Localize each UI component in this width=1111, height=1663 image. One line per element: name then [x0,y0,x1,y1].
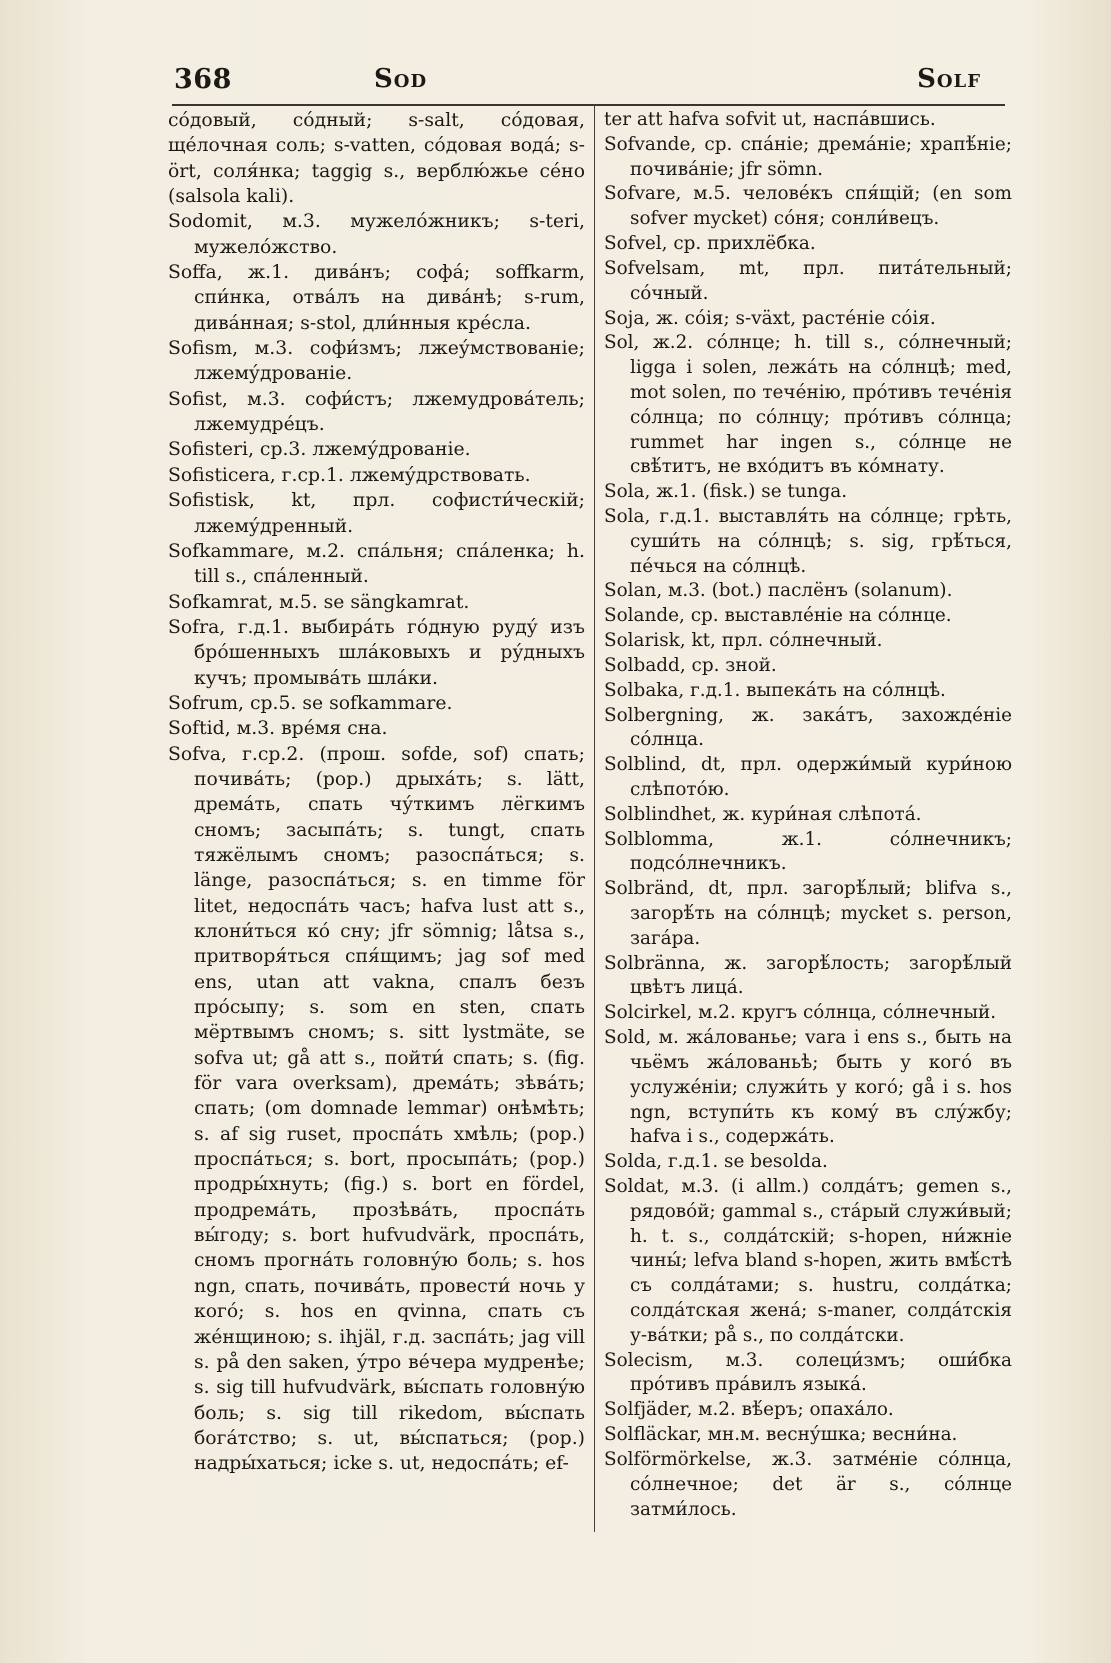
dictionary-entry: Sofkamrat, м.5. se sängkamrat. [168,591,470,613]
dictionary-entry: Solförmörkelse, ж.3. затме́ніе со́лнца, со́лнечное; det är s., со́лнце затми́лось. [604,1448,1012,1520]
dictionary-entry: Solbergning, ж. зака́тъ, захожде́ніе со́лнца. [604,704,1012,751]
dictionary-entry: Sofvelsam, mt, прл. пита́тельный; со́чный. [604,257,1012,304]
dictionary-entry: Softid, м.3. вре́мя сна. [168,718,388,740]
dictionary-entry: Solblindhet, ж. кури́ная слѣпота́. [604,803,922,825]
dictionary-entry: Soffa, ж.1. дива́нъ; софа́; soffkarm, спи́нка, отва́лъ на дива́нѣ; s-rum, дива́нная; s-stol, дли́нныя кре́сла. [168,262,585,334]
dictionary-entry: Solan, м.3. (bot.) паслёнъ (solanum). [604,580,953,602]
header-rule [172,104,1005,106]
dictionary-entry: Solbränd, dt, прл. загорѣ́лый; blifva s., загорѣ́ть на со́лнцѣ; mycket s. person, зага́ра. [604,878,1012,949]
dictionary-entry: Sodomit, м.3. мужело́жникъ; s-teri, мужело́жство. [168,211,585,258]
dictionary-entry: Soja, ж. со́ія; s-växt, расте́ніе со́ія. [604,307,936,329]
dictionary-entry: Solande, ср. выставле́ніе на со́лнце. [604,605,952,627]
left-column [168,108,585,1477]
page-number: 368 [174,64,232,95]
dictionary-entry: Sofvande, ср. спа́ніе; дрема́ніе; храпѣ́ніе; почива́ніе; jfr sömn. [604,133,1012,180]
dictionary-entry: Solfjäder, м.2. вѣ́еръ; опаха́ло. [604,1399,894,1421]
right-column [604,108,1012,1522]
dictionary-entry: Sofra, г.д.1. выбира́ть го́дную руду́ изъ бро́шенныхъ шла́ковыхъ и ру́дныхъ кучъ; промыва́ть шла́ки. [168,616,585,689]
dictionary-entry: Sola, ж.1. (fisk.) se tunga. [604,481,848,503]
dictionary-entry: Solcirkel, м.2. кругъ со́лнца, со́лнечный. [604,1002,997,1024]
dictionary-entry: Sofisteri, ср.3. лжему́дрованіе. [168,439,471,461]
page-header [168,58,1003,98]
dictionary-entry: Solblomma, ж.1. со́лнечникъ; подсо́лнечникъ. [604,828,1012,875]
dictionary-entry: Sofrum, ср.5. se sofkammare. [168,692,453,714]
dictionary-entry: Solbränna, ж. загорѣ́лость; загорѣ́лый цвѣтъ лица́. [604,952,1012,999]
dictionary-entry: Solblind, dt, прл. одержи́мый кури́ною слѣпото́ю. [604,754,1012,800]
guide-word-right: Solf [917,64,981,94]
dictionary-entry: Sola, г.д.1. выставля́ть на со́лнце; грѣть, суши́ть на со́лнцѣ; s. sig, грѣ́ться, пе́чься на со́лнцѣ. [604,506,1012,577]
dictionary-entry: Solda, г.д.1. se besolda. [604,1151,828,1173]
dictionary-entry: Solarisk, kt, прл. со́лнечный. [604,630,883,652]
dictionary-entry: Sofist, м.3. софи́стъ; лжемудрова́тель; лжемудре́цъ. [168,388,585,436]
dictionary-entry: Sofvare, м.5. челове́къ спя́щій; (en som sofver mycket) со́ня; сонли́вецъ. [604,183,1012,230]
dictionary-entry: Soldat, м.3. (i allm.) солда́тъ; gemen s., рядово́й; gammal s., ста́рый служи́вый; h. t. s., солда́тскій; s-hopen, ни́жніе чины́; lefva bland s-hopen, жить вмѣ́стѣ съ солда́тами; s. hustru, солда́тка; солда́тская жена́; s-maner, солда́тскія у-ва́тки; på s., по солда́тски. [604,1175,1012,1346]
dictionary-entry: Sold, м. жа́лованье; vara i ens s., быть на чьёмъ жа́лованьѣ; быть у кого́ въ услуже́ніи; служи́ть у кого́; gå i s. hos ngn, вступи́ть къ кому́ въ слу́жбу; hafva i s., содержа́ть. [604,1027,1012,1148]
dictionary-entry: Sofistisk, kt, прл. софисти́ческій; лжему́дренный. [168,490,585,537]
dictionary-entry: Solbaka, г.д.1. выпека́ть на со́лнцѣ. [604,679,946,701]
dictionary-entry: ter att hafva sofvit ut, наспа́вшись. [604,109,936,130]
dictionary-entry: со́довый, со́дный; s-salt, со́довая, ще́лочная соль; s-vatten, со́довая вода́; s-ört, соля́нка; taggig s., верблю́жье се́но (salsola kali). [168,110,585,208]
dictionary-entry: Sofvel, ср. прихлёбка. [604,233,816,255]
dictionary-entry: Sofism, м.3. софи́змъ; лжеу́мствованіе; лжему́дрованіе. [168,338,585,385]
dictionary-entry: Solbadd, ср. зной. [604,654,777,676]
dictionary-entry: Solecism, м.3. солеци́змъ; оши́бка про́тивъ пра́вилъ языка́. [604,1349,1012,1396]
guide-word-left: Sod [374,64,428,94]
dictionary-entry: Sofva, г.ср.2. (прош. sofde, sof) спать; почива́ть; (pop.) дрыха́ть; s. lätt, дрема́ть, спать чу́ткимъ лёгкимъ сномъ; засыпа́ть; s. tungt, спать тяжёлымъ сномъ; разоспа́ться; s. länge, разоспа́ться; s. en timme för litet, недоспа́ть часъ; hafva lust att s., клони́ться ко́ сну; jfr sömnig; låtsa s., притворя́ться спя́щимъ; jag sof med ens, utan att vakna, спалъ безъ про́сыпу; s. som en sten, спать мёртвымъ сномъ; s. sitt lystmäte, se sofva ut; gå att s., пойти́ спать; s. (fig. för vara overksam), дрема́ть; зѣва́ть; спать; (om domnade lemmar) онѣмѣть; s. af sig ruset, проспа́ть хмѣль; (pop.) проспа́ться; s. bort, просыпа́ть; (pop.) продры́хнуть; (fig.) s. bort en fördel, продрема́ть, прозѣва́ть, проспа́ть вы́году; s. bort hufvudvärk, проспа́ть, сномъ прогна́ть головну́ю боль; s. hos ngn, спать, почива́ть, провести́ ночь у кого́; s. hos en qvinna, спать съ же́нщиною; s. ihjäl, г.д. заспа́ть; jag vill s. på den saken, у́тро ве́чера мудренѣе; s. sig till hufvudvärk, вы́спать головну́ю боль; s. sig till rikedom, вы́спать бога́тство; s. ut, вы́спаться; (pop.) надры́хаться; icke s. ut, недоспа́ть; ef- [168,743,585,1475]
dictionary-entry: Sofkammare, м.2. спа́льня; спа́ленка; h. till s., спа́ленный. [168,540,585,588]
column-divider [594,104,595,1532]
dictionary-entry: Sol, ж.2. со́лнце; h. till s., со́лнечный; ligga i solen, лежа́ть на со́лнцѣ; med, mot solen, по тече́нію, про́тивъ тече́нія со́лнца; по со́лнцу; про́тивъ со́лнца; rummet har ingen s., со́лнце не свѣ́титъ, не вхо́дитъ въ ко́мнату. [604,332,1012,478]
dictionary-entry: Sofisticera, г.ср.1. лжему́дрствовать. [168,464,531,486]
dictionary-entry: Solfläckar, мн.м. весну́шка; весни́на. [604,1424,958,1446]
